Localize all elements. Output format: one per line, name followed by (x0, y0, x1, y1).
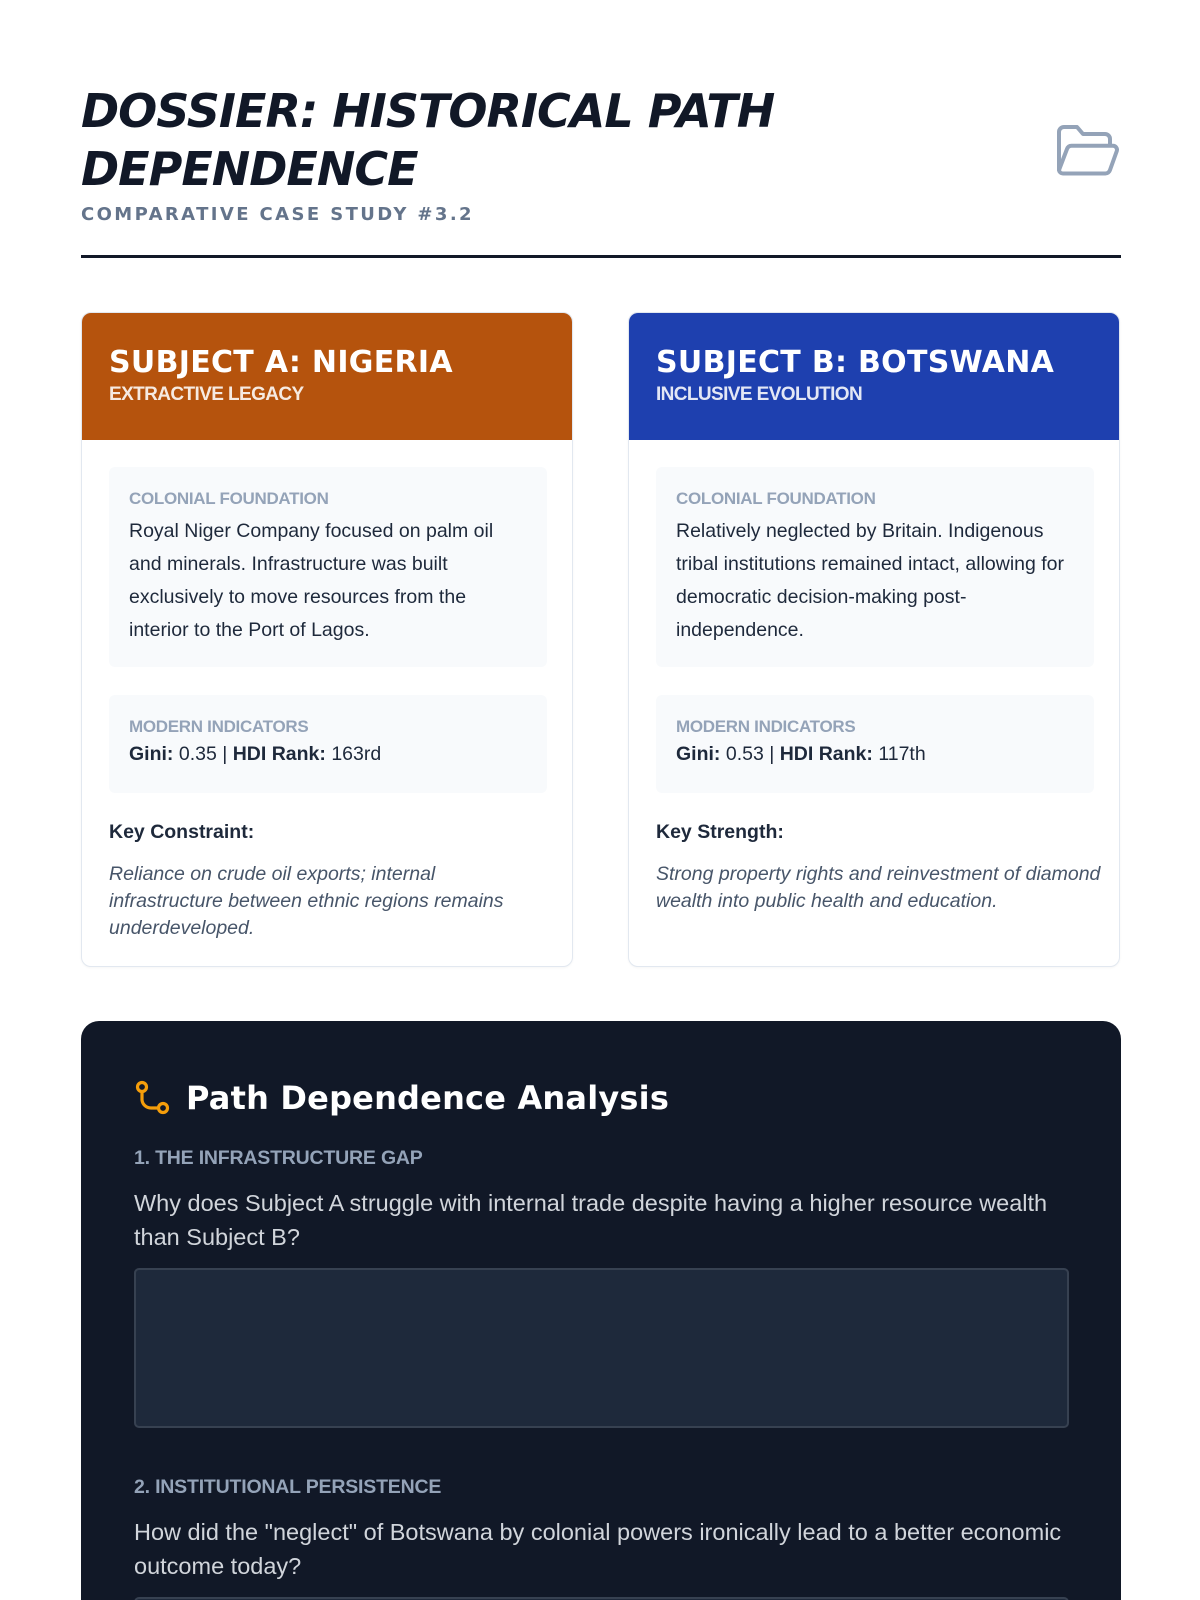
modern-indicators-panel (656, 695, 1094, 793)
question-label: 2. INSTITUTIONAL PERSISTENCE (134, 1476, 442, 1498)
hdi-value: 117th (878, 743, 926, 765)
page-subtitle: COMPARATIVE CASE STUDY #3.2 (81, 204, 474, 225)
key-label: Key Strength: (656, 821, 784, 843)
hdi-label: HDI Rank: (232, 743, 326, 765)
panel-label: COLONIAL FOUNDATION (676, 489, 876, 508)
key-label: Key Constraint: (109, 821, 255, 843)
subject-tag: INCLUSIVE EVOLUTION (656, 384, 863, 405)
question-text: Why does Subject A struggle with internal trade despite having a higher resource wealth than Subject B? (134, 1190, 1048, 1250)
colonial-foundation-panel (656, 467, 1094, 667)
analysis-panel (81, 1021, 1121, 1600)
indicators-line (676, 743, 1074, 766)
page-title: DOSSIER: HISTORICAL PATH DEPENDENCE (81, 84, 775, 196)
panel-label: MODERN INDICATORS (129, 717, 309, 736)
dossier-header (81, 0, 1121, 258)
subject-card-nigeria (81, 312, 573, 967)
indicator-separator: | (769, 743, 775, 765)
gini-label: Gini: (676, 743, 721, 765)
foundation-text: Relatively neglected by Britain. Indigenous tribal institutions remained intact, allowing for democratic decision-making post-independence. (676, 520, 1065, 641)
hdi-label: HDI Rank: (779, 743, 873, 765)
answer-input-infrastructure-gap[interactable] (134, 1268, 1069, 1428)
subject-tag: EXTRACTIVE LEGACY (109, 384, 304, 405)
subject-cards (81, 312, 1121, 967)
hdi-value: 163rd (331, 743, 382, 765)
panel-label: MODERN INDICATORS (676, 717, 856, 736)
subject-title: SUBJECT B: BOTSWANA (656, 345, 1055, 380)
key-text: Reliance on crude oil exports; internal infrastructure between ethnic regions remains underdeveloped. (109, 863, 504, 939)
subject-card-header (82, 313, 572, 440)
subject-card-header (629, 313, 1119, 440)
foundation-text: Royal Niger Company focused on palm oil and minerals. Infrastructure was built exclusively to move resources from the interior to the Port of Lagos. (129, 520, 494, 641)
analysis-header (134, 1079, 1067, 1117)
indicator-separator: | (222, 743, 228, 765)
indicators-line (129, 743, 527, 766)
panel-label: COLONIAL FOUNDATION (129, 489, 329, 508)
question-label: 1. THE INFRASTRUCTURE GAP (134, 1147, 423, 1169)
gini-value: 0.35 (178, 743, 217, 765)
dossier-page (81, 0, 1121, 1579)
subject-card-botswana (628, 312, 1120, 967)
folder-open-icon (1055, 122, 1121, 180)
subject-title: SUBJECT A: NIGERIA (109, 345, 453, 380)
question-text: How did the "neglect" of Botswana by colonial powers ironically lead to a better economic outcome today? (134, 1519, 1062, 1579)
gini-label: Gini: (129, 743, 174, 765)
route-icon (134, 1080, 170, 1116)
key-text: Strong property rights and reinvestment of diamond wealth into public health and education. (656, 863, 1101, 912)
modern-indicators-panel (109, 695, 547, 793)
gini-value: 0.53 (725, 743, 764, 765)
analysis-title: Path Dependence Analysis (186, 1079, 670, 1117)
colonial-foundation-panel (109, 467, 547, 667)
